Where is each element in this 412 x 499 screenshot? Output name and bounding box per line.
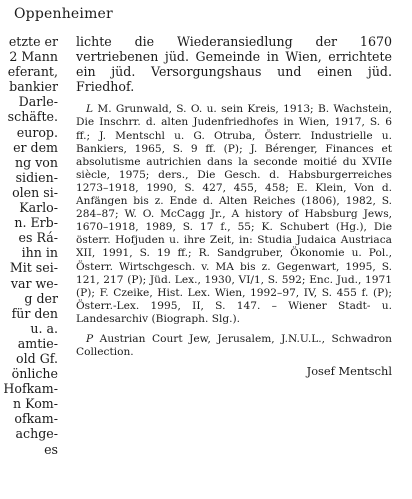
- portrait-marker: P: [86, 332, 94, 345]
- previous-column-line: achge-: [15, 426, 58, 442]
- previous-column-line: sidien-: [15, 169, 58, 185]
- previous-column-line: er dem: [13, 139, 58, 155]
- previous-column-line: etzte er: [8, 34, 58, 49]
- previous-column-line: europ.: [16, 124, 58, 140]
- previous-column-line: amtie-: [17, 335, 58, 351]
- literature-marker: L: [86, 103, 94, 116]
- previous-column-line: 2 Mann: [9, 49, 58, 65]
- previous-column-line: g der: [24, 290, 58, 306]
- previous-column-line: es: [44, 441, 58, 457]
- previous-column-line: Karlo-: [19, 200, 58, 216]
- previous-column-line: Mit sei-: [9, 260, 58, 276]
- previous-column-line: old Gf.: [16, 350, 58, 366]
- previous-column-line: var we-: [10, 275, 58, 291]
- previous-column-line: n Kom-: [13, 396, 58, 412]
- previous-column-line: es Rá-: [18, 230, 58, 246]
- running-head: Oppenheimer: [14, 6, 113, 22]
- entry-body-paragraph: lichte die Wiederansiedlung der 1670 vertriebenen jüd. Gemeinde in Wien, errichtete ein jüd. Versorgungshaus und einen jüd. Friedhof.: [76, 34, 392, 95]
- literature-section: [76, 103, 392, 326]
- previous-column-line: schäfte.: [7, 109, 58, 125]
- entry-column: [76, 34, 392, 378]
- previous-column-line: für den: [11, 305, 58, 321]
- previous-column-line: ng von: [15, 154, 58, 170]
- portrait-source: [76, 333, 392, 359]
- author-signature: Josef Mentschl: [306, 364, 392, 379]
- previous-column-line: u. a.: [30, 320, 58, 336]
- previous-column-line: olen si-: [12, 184, 58, 200]
- literature-text: M. Grunwald, S. O. u. sein Kreis, 1913; B. Wachstein, Die Inschrr. d. alten Judenfriedhofes in Wien, 1917, S. 6 ff.; J. Mentschl u. G. Otruba, Österr. Industrielle u. Bankiers, 1965, S. 9 ff. (P); J. Bérenger, Finances et absolutisme autrichien dans la seconde moitié du XVIIe siècle, 1975; ders., Die Gesch. d. Habsburgerreiches 1273–1918, 1990, S. 427, 455, 458; E. Klein, Von d. Anfängen bis z. Ende d. Alten Reiches (1806), 1982, S. 284–87; W. O. McCagg Jr., A history of Habsburg Jews, 1670–1918, 1989, S. 17 f., 55; K. Schubert (Hg.), Die österr. Hofjuden u. ihre Zeit, in: Studia Judaica Austriaca XII, 1991, S. 19 ff.; R. Sandgruber, Ökonomie u. Pol., Österr. Wirtschgesch. v. MA bis z. Gegenwart, 1995, S. 121, 217 (P); Jüd. Lex., 1930, VI/1, S. 592; Enc. Jud., 1971 (P); F. Czeike, Hist. Lex. Wien, 1992–97, IV, S. 455 f. (P); Österr.-Lex. 1995, II, S. 147. – Wiener Stadt- u. Landesarchiv (Biograph. Slg.).: [76, 103, 392, 325]
- previous-column-line: Darle-: [18, 94, 58, 110]
- previous-column-line: ihn in: [21, 245, 58, 261]
- previous-column-line: önliche: [11, 366, 58, 382]
- previous-column-line: eferant,: [7, 64, 58, 80]
- previous-column-line: ofkam-: [14, 411, 58, 427]
- previous-column-line: bankier: [9, 79, 58, 95]
- previous-column-line: Hofkam-: [3, 381, 58, 397]
- previous-column-fragment: [0, 34, 58, 457]
- previous-column-line: n. Erb-: [14, 215, 58, 231]
- portrait-text: Austrian Court Jew, Jerusalem, J.N.U.L., Schwadron Collection.: [76, 332, 392, 359]
